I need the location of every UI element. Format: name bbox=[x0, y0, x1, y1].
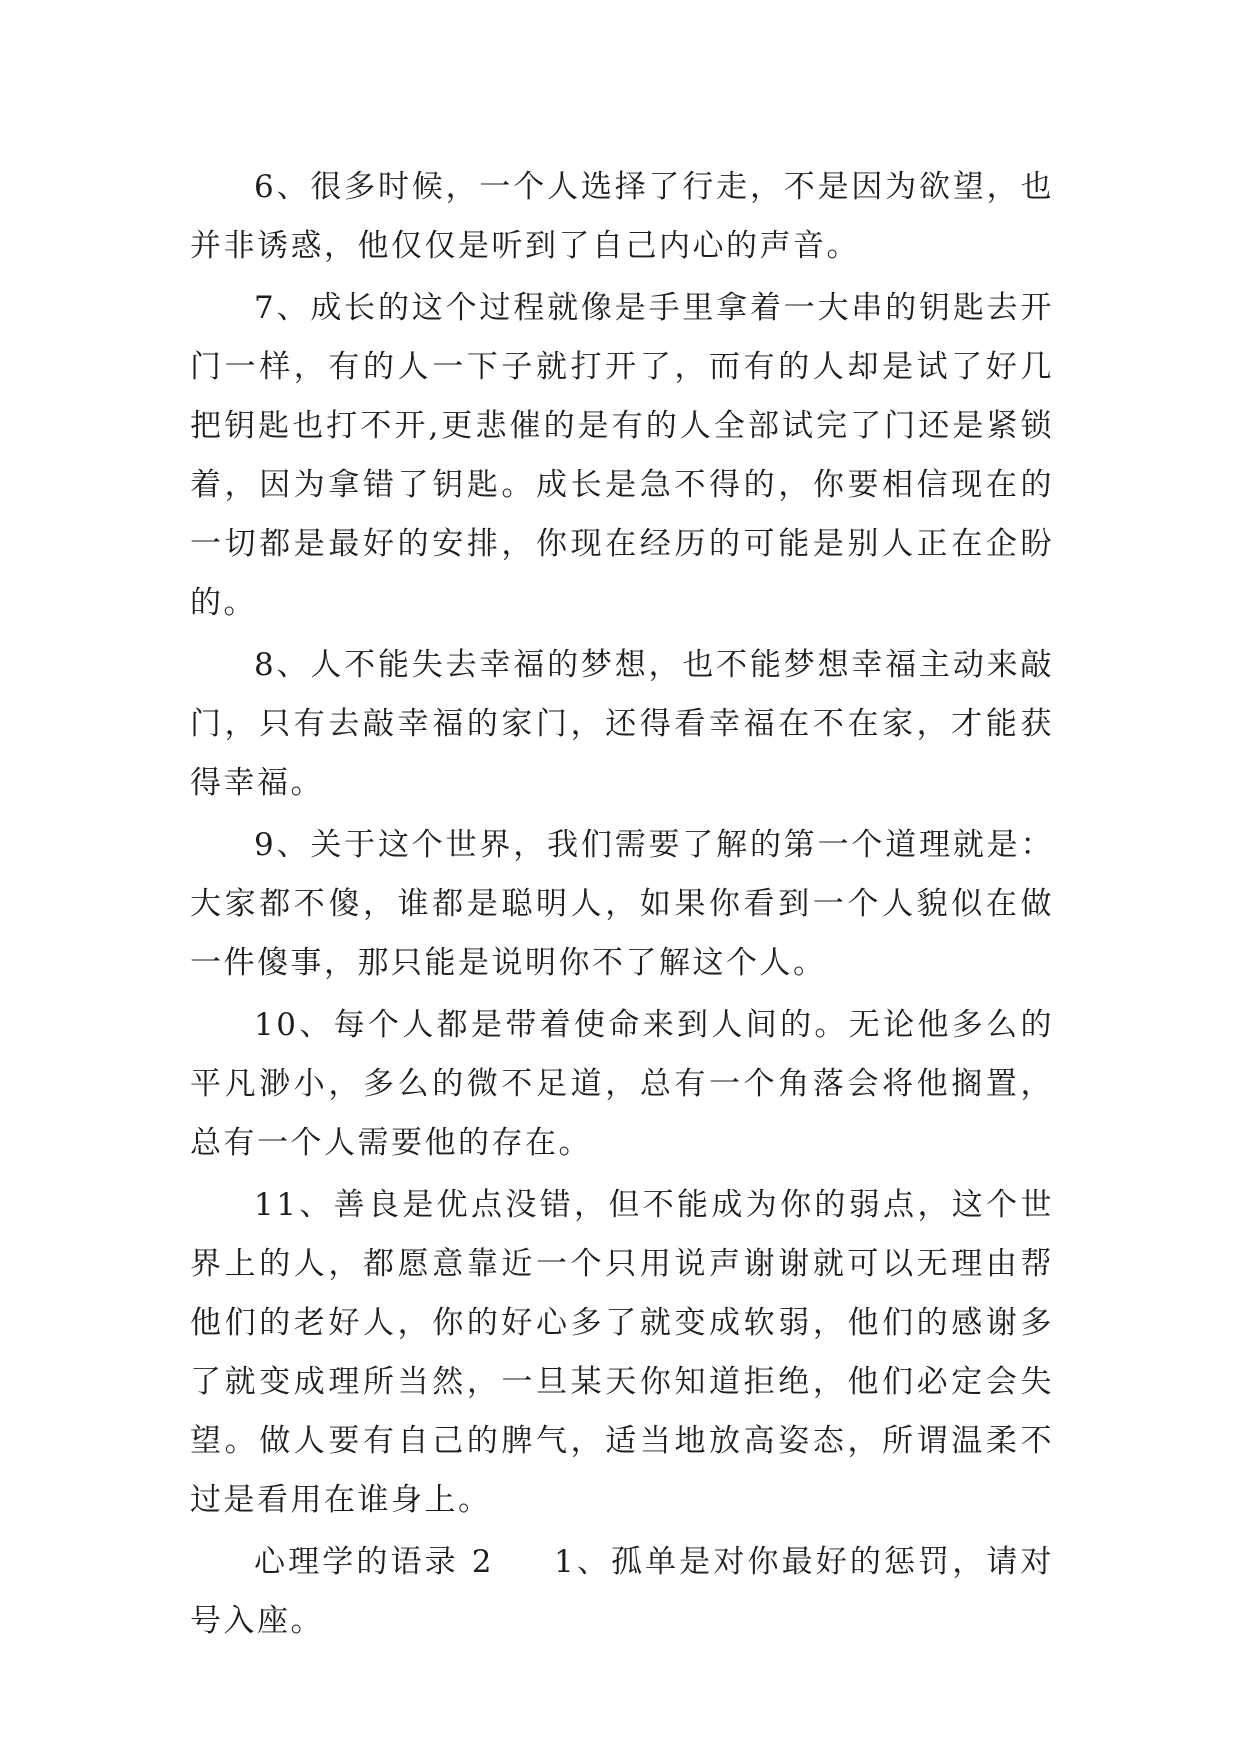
section-heading: 心理学的语录 2 bbox=[254, 1544, 494, 1580]
paragraph-item-7: 7、成长的这个过程就像是手里拿着一大串的钥匙去开门一样，有的人一下子就打开了，而有的人却是试了好几把钥匙也打不开,更悲催的是有的人全部试完了门还是紧锁着，因为拿错了钥匙。成长是急不得的，你要相信现在的一切都是最好的安排，你现在经历的可能是别人正在企盼的。 bbox=[190, 290, 1054, 621]
section-first-item: 1、孤单是对你最好的惩罚，请对号入座。 bbox=[190, 1544, 1054, 1639]
paragraph-item-8: 8、人不能失去幸福的梦想，也不能梦想幸福主动来敲门，只有去敲幸福的家门，还得看幸福在不在家，才能获得幸福。 bbox=[190, 647, 1054, 801]
paragraph-item-9: 9、关于这个世界，我们需要了解的第一个道理就是：大家都不傻，谁都是聪明人，如果你看到一个人貌似在做一件傻事，那只能是说明你不了解这个人。 bbox=[190, 827, 1054, 981]
paragraph-item-10: 10、每个人都是带着使命来到人间的。无论他多么的平凡渺小，多么的微不足道，总有一个角落会将他搁置，总有一个人需要他的存在。 bbox=[190, 1007, 1054, 1161]
paragraph-item-11: 11、善良是优点没错，但不能成为你的弱点，这个世界上的人，都愿意靠近一个只用说声谢谢就可以无理由帮他们的老好人，你的好心多了就变成软弱，他们的感谢多了就变成理所当然，一旦某天你知道拒绝，他们必定会失望。做人要有自己的脾气，适当地放高姿态，所谓温柔不过是看用在谁身上。 bbox=[190, 1187, 1054, 1518]
document-page bbox=[190, 158, 1054, 1654]
section-paragraph bbox=[190, 1533, 1054, 1651]
paragraph-item-6: 6、很多时候，一个人选择了行走，不是因为欲望，也并非诱惑，他仅仅是听到了自己内心的声音。 bbox=[190, 169, 1054, 264]
